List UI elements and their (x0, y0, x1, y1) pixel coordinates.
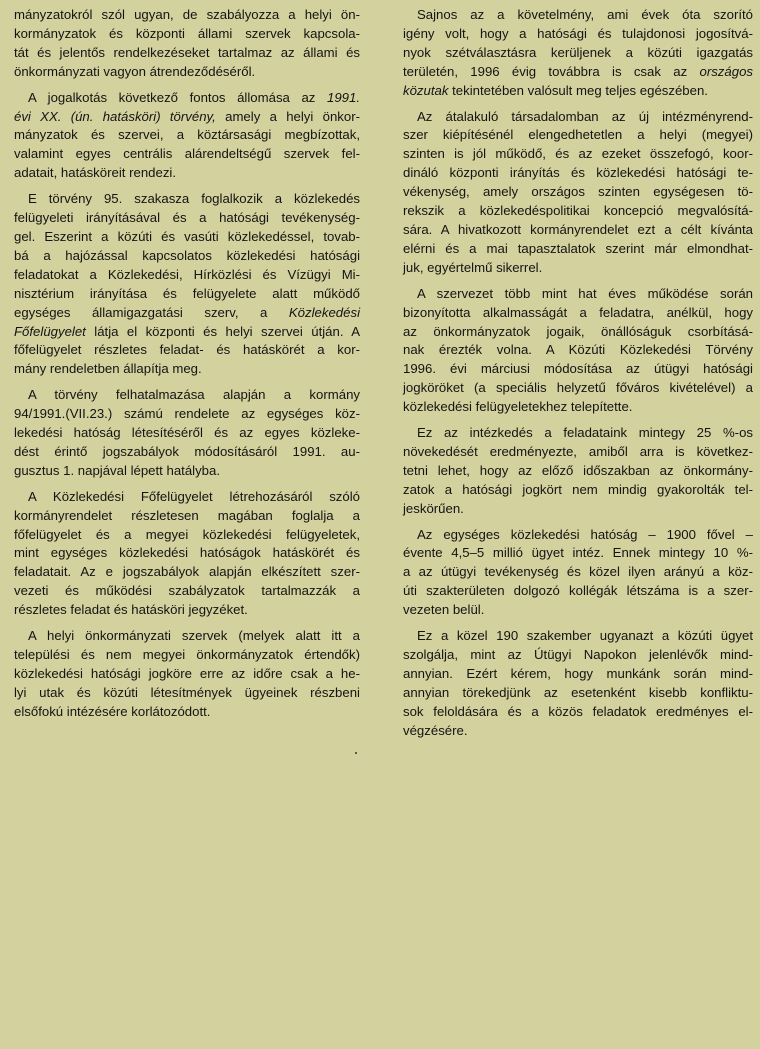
text-line: Főfelügyelet látja el központi és helyi szervei útján. A (14, 323, 360, 339)
text-line: a az útügyi tevékenység és közel ilyen arányú a köz- (403, 564, 753, 580)
text-line: gusztus 1. napjával lépett hatályba. (14, 462, 221, 478)
text-line: Ez a közel 190 szakember ugyanazt a közúti ügyet (417, 628, 753, 644)
text-line: dináló központi irányítás és közlekedési hatósági te- (403, 165, 753, 181)
text-line: valamint egyes centrális alárendeltségű szervek fel- (14, 146, 360, 162)
text-line: sok feloldására és a közös feladatok eredményes el- (403, 703, 753, 719)
text-line: mint egységes közlekedési hatóságok hatáskörét és (14, 545, 360, 561)
text-line: mány rendeletben állapítja meg. (14, 361, 202, 377)
text-line: önkormányzati vagyon átrendeződéséről. (14, 63, 256, 79)
print-speck (355, 752, 357, 754)
left-paragraph-5 (14, 488, 360, 620)
text-line: 1996. évi márciusi módosítása az útügyi hatósági (403, 361, 753, 377)
text-line: nak érezték volna. A Közúti Közlekedési Törvény (403, 342, 753, 358)
left-paragraph-3 (14, 190, 360, 379)
text-line: mányzatok és szervei, a köztársasági megbízottak, (14, 127, 360, 143)
text-line: tetni lehet, hogy az előző időszakban az önkormány- (403, 462, 753, 478)
text-line: feladatokat a Közlekedési, Hírközlési és Vízügyi Mi- (14, 266, 360, 282)
text-line: bá a hajózással kapcsolatos közlekedési hatósági (14, 247, 360, 263)
text-line: részletes feladat és hatásköri jegyzéket. (14, 602, 248, 618)
text-line: az önkormányzatok jogaik, önállóságuk csorbításá- (403, 323, 753, 339)
text-line: elérni és a mai tapasztalatok szerint már elmondhat- (403, 240, 753, 256)
text-line: zatok a hatósági jogkört nem mindig gyakorolták tel- (403, 481, 753, 497)
text-line: területén, 1996 évig továbbra is csak az országos (403, 63, 753, 79)
text-line: A Közlekedési Főfelügyelet létrehozásáról szóló (28, 488, 360, 504)
text-line: végzésére. (403, 722, 468, 738)
right-paragraph-6 (403, 627, 753, 740)
right-paragraph-5 (403, 526, 753, 621)
text-line: közlekedési felügyeletekhez telepítette. (403, 399, 633, 415)
text-line: igény volt, hogy a hatósági és tulajdonosi jogosítvá- (403, 25, 753, 41)
text-line: felügyeleti irányításával és a hatósági tevékenység- (14, 210, 360, 226)
text-line: főfelügyelet részletes feladat- és hatáskörét a kor- (14, 342, 360, 358)
text-line: tát és jelentős rendelkezéseket tartalmaz az állami és (14, 44, 360, 60)
italic-text: Közlekedési (288, 304, 360, 320)
text-line: kormányzatok és központi állami szervek kapcsola- (14, 25, 360, 41)
text-line: sára. A hivatkozott kormányrendelet ezt a célt kívánta (403, 221, 753, 237)
italic-text: 1991. (326, 89, 360, 105)
italic-text: Főfelügyelet (14, 323, 86, 339)
text-line: elsőfokú intézésére korlátozódott. (14, 703, 211, 719)
text-line: Az egységes közlekedési hatóság – 1900 fővel – (417, 526, 753, 542)
left-paragraph-1 (14, 6, 360, 82)
text-line: növekedését eredményezte, amiből arra is következ- (403, 443, 753, 459)
left-paragraph-2 (14, 89, 360, 184)
text-line: Ez az intézkedés a feladataink mintegy 25 %-os (417, 425, 753, 441)
text-line: úti szakterületen dolgozó kollégák létszáma is a szer- (403, 583, 753, 599)
text-line: települési és nem megyei önkormányzatok értendők) (14, 647, 360, 662)
italic-text: évi XX. (ún. hatásköri) törvény, (14, 108, 216, 124)
right-paragraph-1 (403, 6, 753, 101)
text-line: adatait, hatásköreit rendezi. (14, 165, 177, 181)
text-line: bizonyította alkalmasságát a feladatra, anélkül, hogy (403, 304, 753, 320)
text-line: annyian. Ezért kérem, hogy munkánk során mind- (403, 665, 753, 681)
italic-text: közutak (403, 82, 449, 98)
text-line: szinten is jól működő, és az ezeket összefogó, koor- (403, 146, 753, 162)
text-line: rekszik a közlekedéspolitikai koncepció megvalósítá- (403, 203, 753, 219)
text-line: juk, egyértelmű sikerrel. (403, 259, 543, 275)
text-line: E törvény 95. szakasza foglalkozik a közlekedés (28, 191, 360, 207)
text-line: vezeti és működési szabályzatok tartalmazzák a (14, 583, 360, 599)
text-line: feladatait. Az e jogszabályok alapján elkészített szer- (14, 564, 360, 580)
text-line: lyi utak és közúti létesítmények ügyeinek részbeni (14, 684, 360, 700)
right-paragraph-3 (403, 285, 753, 417)
text-line: nisztérium irányítása és felügyelete alatt működő (14, 285, 360, 301)
text-line: évente 4,5–5 millió ügyet intéz. Ennek mintegy 10 %- (403, 545, 753, 561)
right-paragraph-2 (403, 108, 753, 278)
text-line: A jogalkotás következő fontos állomása az 1991. (28, 89, 360, 105)
text-line: főfelügyelet és a megyei közlekedési felügyeletek, (14, 526, 360, 542)
text-line: gel. Eszerint a közúti és vasúti közlekedéssel, tovab- (14, 228, 360, 244)
left-paragraph-6 (14, 627, 360, 722)
italic-text: országos (699, 63, 753, 79)
text-line: dést érintő jogszabályok módosításáról 1991. au- (14, 443, 360, 459)
text-line: mányzatokról szól ugyan, de szabályozza a helyi ön- (14, 7, 360, 22)
text-line: Az átalakuló társadalomban az új intézményrend- (417, 108, 753, 124)
text-line: A törvény felhatalmazása alapján a kormány (28, 387, 360, 403)
right-paragraph-4 (403, 424, 753, 519)
text-line: annyian törekedjünk az esetenként kisebb konfliktu- (403, 684, 753, 700)
left-column (14, 6, 360, 729)
text-line: vékenység, amely országos szinten egységesen tö- (403, 184, 753, 200)
text-line: szolgálja, mint az Útügyi Napokon jelenlévők mind- (403, 647, 753, 662)
text-line: vezeten belül. (403, 602, 485, 618)
text-line: jogköröket (a speciális helyzetű főváros kivételével) a (403, 380, 753, 396)
text-line: közlekedési hatósági jogköre erre az időre csak a he- (14, 665, 360, 681)
text-line: egységes államigazgatási szerv, a Közlekedési (14, 304, 360, 320)
text-line: jeskörűen. (403, 500, 464, 516)
text-line: lekedési hatóság létesítéséről és az egyes közleke- (14, 425, 360, 441)
text-line: évi XX. (ún. hatásköri) törvény, amely a helyi önkor- (14, 108, 360, 124)
text-line: 94/1991.(VII.23.) számú rendelete az egységes köz- (14, 406, 360, 422)
text-line: A helyi önkormányzati szervek (melyek alatt itt a (28, 628, 360, 644)
text-line: szer kiépítésénél elengedhetetlen a helyi (megyei) (403, 127, 753, 143)
left-paragraph-4 (14, 386, 360, 481)
right-column (403, 6, 753, 748)
text-line: kormányrendelet részletesen magában foglalja a (14, 507, 360, 523)
text-line: közutak tekintetében valósult meg teljes egészében. (403, 82, 708, 98)
text-line: A szervezet több mint hat éves működése során (417, 285, 753, 301)
text-line: Sajnos az a követelmény, ami évek óta szorító (417, 7, 753, 22)
text-line: nyok szétválasztásra kerüljenek a közúti igazgatás (403, 44, 753, 60)
